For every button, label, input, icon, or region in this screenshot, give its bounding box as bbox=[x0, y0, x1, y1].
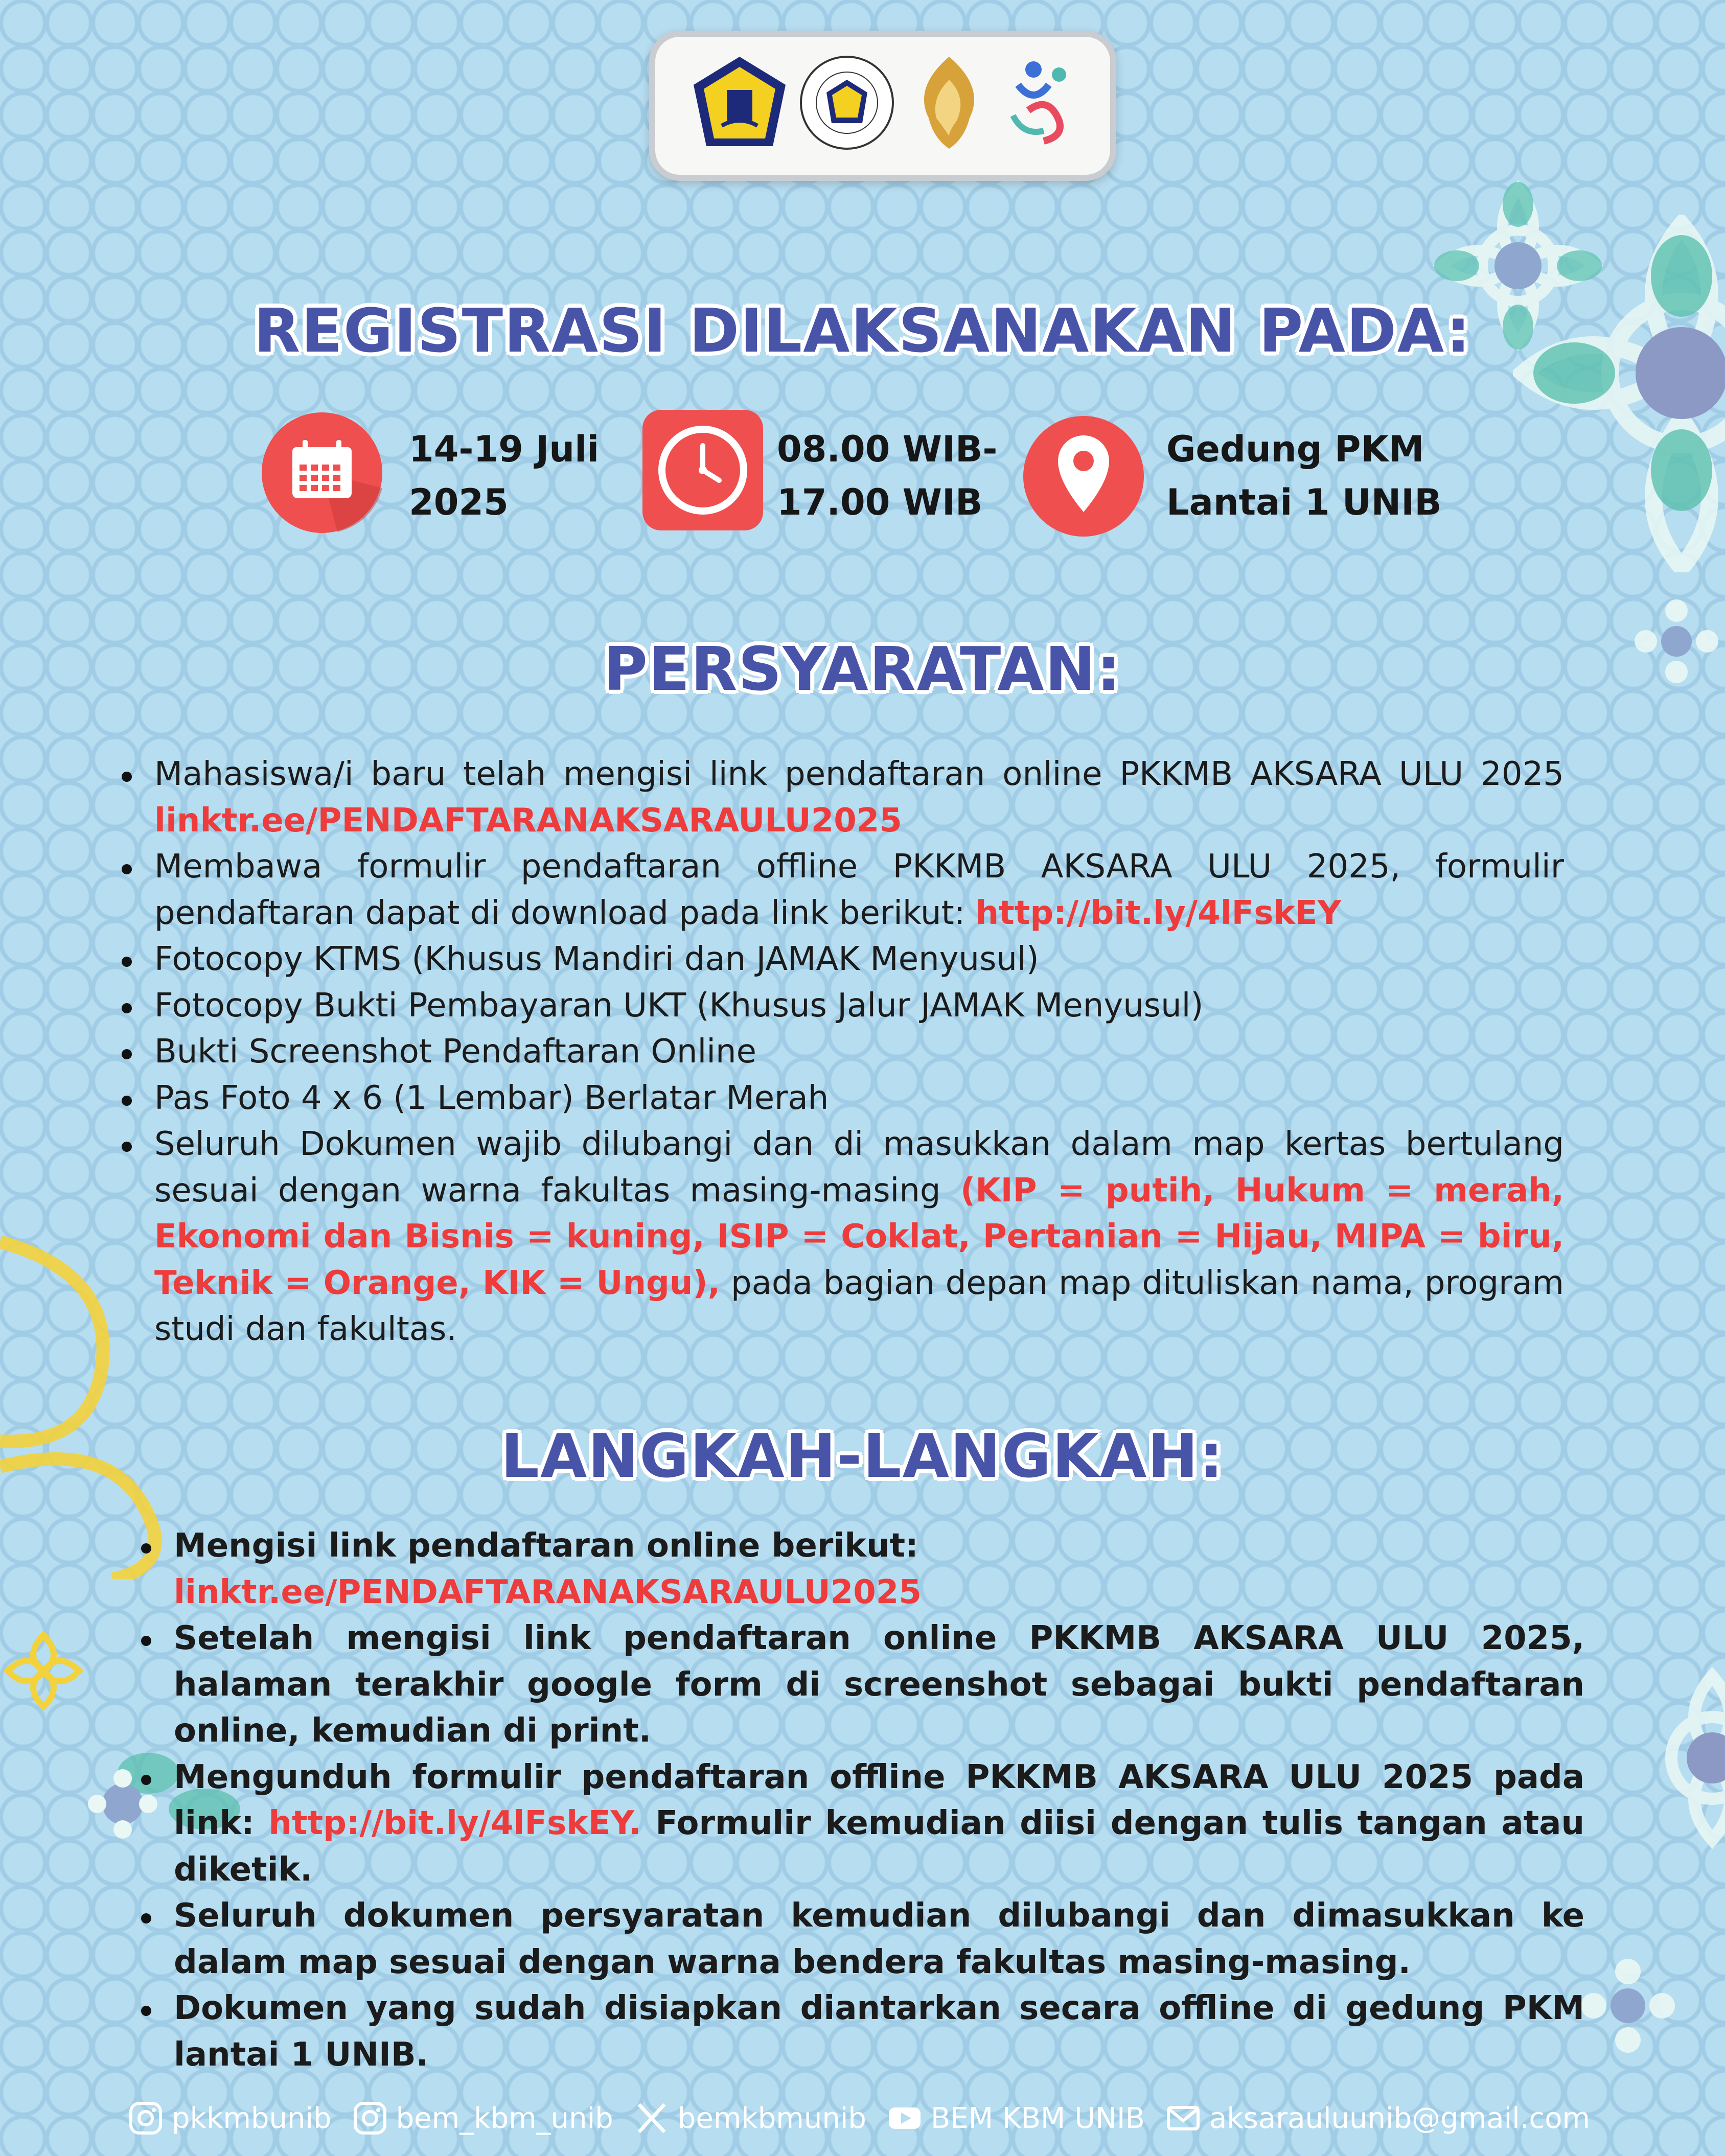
form-download-link[interactable]: http://bit.ly/4lFskEY. bbox=[268, 1804, 641, 1842]
list-item: Mengunduh formulir pendaftaran offline PKKMB AKSARA ULU 2025 pada link: http://bit.ly/4lFskEY. Formulir kemudian diisi dengan tulis tangan atau diketik. bbox=[174, 1754, 1584, 1893]
logo-container bbox=[649, 31, 1116, 181]
time-text bbox=[777, 423, 997, 529]
teal-flower-ornament-right-large bbox=[1513, 215, 1725, 572]
requirements-list bbox=[154, 751, 1564, 1353]
list-item: Fotocopy KTMS (Khusus Mandiri dan JAMAK Menyusul) bbox=[154, 936, 1564, 983]
date-line-2: 2025 bbox=[409, 481, 509, 523]
list-item: Bukti Screenshot Pendaftaran Online bbox=[154, 1029, 1564, 1075]
time-line-2: 17.00 WIB bbox=[777, 481, 983, 523]
requirements-title: PERSYARATAN: bbox=[603, 634, 1122, 704]
registration-title: REGISTRASI DILAKSANAKAN PADA: bbox=[254, 295, 1471, 366]
list-item: Mahasiswa/i baru telah mengisi link pendaftaran online PKKMB AKSARA ULU 2025 linktr.ee/PENDAFTARANAKSARAULU2025 bbox=[154, 751, 1564, 844]
pkkmb-figures-logo bbox=[998, 54, 1095, 151]
registration-link[interactable]: linktr.ee/PENDAFTARANAKSARAULU2025 bbox=[154, 801, 902, 840]
footer-social-bar bbox=[128, 2095, 1590, 2141]
bem-kbm-unib-logo bbox=[798, 54, 895, 151]
mail-icon bbox=[1165, 2100, 1201, 2136]
small-flower-ornament-right-lower bbox=[1579, 1957, 1676, 2054]
date-text bbox=[409, 423, 599, 529]
time-line-1: 08.00 WIB- bbox=[777, 428, 998, 470]
university-seal-logo bbox=[691, 54, 788, 151]
steps-title: LANGKAH-LANGKAH: bbox=[500, 1421, 1225, 1491]
list-item: Mengisi link pendaftaran online berikut: linktr.ee/PENDAFTARANAKSARAULU2025 bbox=[174, 1523, 1584, 1615]
list-item: Fotocopy Bukti Pembayaran UKT (Khusus Jalur JAMAK Menyusul) bbox=[154, 983, 1564, 1029]
faculty-colors: (KIP = putih, Hukum = merah, Ekonomi dan Bisnis = kuning, ISIP = Coklat, Pertanian = Hijau, MIPA = biru, Teknik = Orange, KIK = Ungu), bbox=[154, 1171, 1564, 1302]
place-text bbox=[1166, 423, 1442, 529]
list-item: Dokumen yang sudah disiapkan diantarkan secara offline di gedung PKM lantai 1 UNIB. bbox=[174, 1985, 1584, 2078]
footer-instagram-1[interactable]: pkkmbunib bbox=[128, 2100, 332, 2136]
list-item: Setelah mengisi link pendaftaran online PKKMB AKSARA ULU 2025, halaman terakhir google form di screenshot sebagai bukti pendaftaran online, kemudian di print. bbox=[174, 1615, 1584, 1754]
x-icon bbox=[634, 2100, 670, 2136]
registration-link[interactable]: linktr.ee/PENDAFTARANAKSARAULU2025 bbox=[174, 1573, 922, 1611]
aksara-ulu-flame-logo bbox=[901, 54, 998, 151]
yellow-flower-ornament-left bbox=[0, 1625, 87, 1717]
instagram-icon bbox=[352, 2100, 388, 2136]
footer-youtube[interactable]: BEM KBM UNIB bbox=[887, 2100, 1145, 2136]
instagram-icon bbox=[128, 2100, 164, 2136]
list-item: Pas Foto 4 x 6 (1 Lembar) Berlatar Merah bbox=[154, 1075, 1564, 1122]
footer-x[interactable]: bemkbmunib bbox=[634, 2100, 866, 2136]
list-item: Membawa formulir pendaftaran offline PKKMB AKSARA ULU 2025, formulir pendaftaran dapat di download pada link berikut: http://bit.ly/4lFskEY bbox=[154, 844, 1564, 936]
calendar-icon bbox=[261, 411, 383, 534]
place-line-1: Gedung PKM bbox=[1166, 428, 1424, 470]
form-download-link[interactable]: http://bit.ly/4lFskEY bbox=[975, 894, 1342, 932]
clock-icon bbox=[641, 409, 764, 531]
list-item: Seluruh dokumen persyaratan kemudian dilubangi dan dimasukkan ke dalam map sesuai dengan warna bendera fakultas masing-masing. bbox=[174, 1893, 1584, 1985]
flower-ornament-right-bottom bbox=[1625, 1666, 1725, 1850]
list-item: Seluruh Dokumen wajib dilubangi dan di masukkan dalam map kertas bertulang sesuai dengan warna fakultas masing-masing (KIP = putih, Hukum = merah, Ekonomi dan Bisnis = kuning, ISIP = Coklat, Pertanian = Hijau, MIPA = biru, Teknik = Orange, KIK = Ungu), pada bagian depan map dituliskan nama, program studi dan fakultas. bbox=[154, 1121, 1564, 1353]
youtube-icon bbox=[887, 2100, 923, 2136]
footer-email[interactable]: aksarauluunib@gmail.com bbox=[1165, 2100, 1590, 2136]
footer-instagram-2[interactable]: bem_kbm_unib bbox=[352, 2100, 613, 2136]
place-line-2: Lantai 1 UNIB bbox=[1166, 481, 1442, 523]
location-pin-icon bbox=[1022, 415, 1145, 538]
date-line-1: 14-19 Juli bbox=[409, 428, 600, 470]
steps-list bbox=[174, 1523, 1584, 2078]
yellow-swirl-ornament-left bbox=[0, 1201, 174, 1579]
